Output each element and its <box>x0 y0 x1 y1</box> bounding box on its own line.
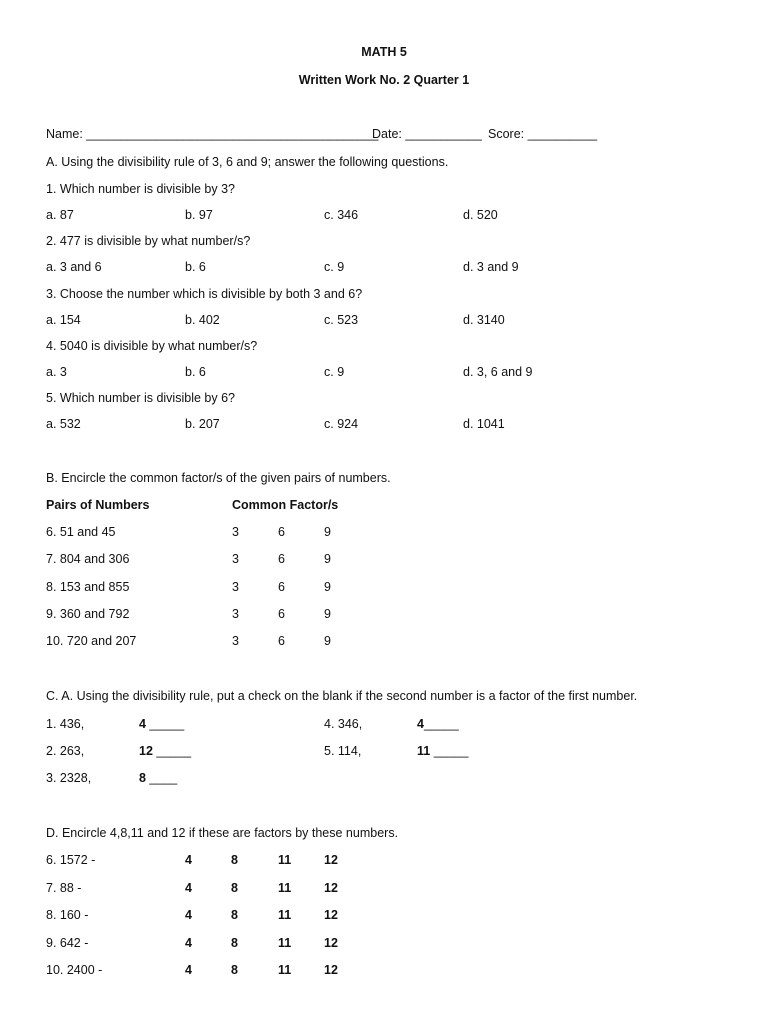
date-field: Date: ___________ <box>372 127 482 141</box>
choice-a: a. 3 and 6 <box>46 260 102 274</box>
factor-option: 8 <box>231 908 238 922</box>
pairs-column-header: Pairs of Numbers <box>46 498 150 512</box>
choice-b: b. 97 <box>185 208 213 222</box>
choice-c: c. 9 <box>324 365 345 379</box>
choice-a: a. 87 <box>46 208 74 222</box>
choice-a: a. 532 <box>46 417 81 431</box>
choice-d: d. 520 <box>463 208 498 222</box>
number-label: 9. 642 - <box>46 936 89 950</box>
number-label: 1. 436, <box>46 717 85 731</box>
factor-option: 3 <box>232 607 239 621</box>
factor-value: 4 <box>417 717 424 731</box>
factor-option: 6 <box>278 607 285 621</box>
choice-a: a. 3 <box>46 365 67 379</box>
section-b-instruction: B. Encircle the common factor/s of the given pairs of numbers. <box>46 471 391 485</box>
answer-blank: _____ <box>145 717 185 731</box>
choice-c: c. 346 <box>324 208 359 222</box>
answer-blank: _____ <box>430 744 469 758</box>
question: 1. Which number is divisible by 3? <box>46 182 235 196</box>
factor-option: 12 <box>324 963 338 977</box>
factor-option: 9 <box>324 607 331 621</box>
factors-column-header: Common Factor/s <box>232 498 339 512</box>
factor-option: 9 <box>324 580 331 594</box>
factor-option: 6 <box>278 580 285 594</box>
section-a-instruction: A. Using the divisibility rule of 3, 6 and 9; answer the following questions. <box>46 155 449 169</box>
choice-d: d. 3 and 9 <box>463 260 519 274</box>
pair-label: 10. 720 and 207 <box>46 634 137 648</box>
factor-option: 11 <box>278 853 292 867</box>
answer-blank: ____ <box>145 771 178 785</box>
number-label: 8. 160 - <box>46 908 89 922</box>
factor-option: 8 <box>231 853 238 867</box>
factor-option: 4 <box>185 881 192 895</box>
choice-c: c. 924 <box>324 417 359 431</box>
question: 5. Which number is divisible by 6? <box>46 391 235 405</box>
worksheet-subtitle: Written Work No. 2 Quarter 1 <box>298 73 470 87</box>
factor-option: 12 <box>324 853 338 867</box>
number-label: 5. 114, <box>324 744 362 758</box>
factor-option: 4 <box>185 936 192 950</box>
factor-option: 3 <box>232 634 239 648</box>
pair-label: 9. 360 and 792 <box>46 607 130 621</box>
choice-a: a. 154 <box>46 313 81 327</box>
name-field: Name: __________________________________________ <box>46 127 379 141</box>
question: 3. Choose the number which is divisible by both 3 and 6? <box>46 287 363 301</box>
factor-option: 3 <box>232 580 239 594</box>
choice-c: c. 523 <box>324 313 359 327</box>
factor-option: 6 <box>278 525 285 539</box>
factor-option: 9 <box>324 552 331 566</box>
section-d-instruction: D. Encircle 4,8,11 and 12 if these are factors by these numbers. <box>46 826 399 840</box>
choice-b: b. 6 <box>185 365 206 379</box>
pair-label: 8. 153 and 855 <box>46 580 130 594</box>
choice-c: c. 9 <box>324 260 345 274</box>
score-field: Score: __________ <box>488 127 598 141</box>
factor-value: 4 <box>139 717 146 731</box>
answer-blank: _____ <box>423 717 459 731</box>
number-label: 10. 2400 - <box>46 963 103 977</box>
factor-blank <box>139 770 177 786</box>
factor-value: 8 <box>139 771 146 785</box>
factor-value: 11 <box>417 744 431 758</box>
factor-option: 6 <box>278 634 285 648</box>
worksheet-title: MATH 5 <box>361 45 407 59</box>
factor-option: 9 <box>324 634 331 648</box>
number-label: 3. 2328, <box>46 771 92 785</box>
factor-blank <box>139 716 184 732</box>
factor-option: 4 <box>185 908 192 922</box>
number-label: 6. 1572 - <box>46 853 96 867</box>
factor-option: 3 <box>232 552 239 566</box>
factor-option: 12 <box>324 881 338 895</box>
factor-blank <box>417 716 459 732</box>
choice-d: d. 3140 <box>463 313 505 327</box>
factor-option: 8 <box>231 963 238 977</box>
pair-label: 7. 804 and 306 <box>46 552 130 566</box>
question: 2. 477 is divisible by what number/s? <box>46 234 251 248</box>
number-label: 4. 346, <box>324 717 363 731</box>
factor-option: 12 <box>324 908 338 922</box>
question: 4. 5040 is divisible by what number/s? <box>46 339 258 353</box>
factor-option: 12 <box>324 936 338 950</box>
factor-option: 11 <box>278 963 292 977</box>
factor-option: 8 <box>231 936 238 950</box>
answer-blank: _____ <box>152 744 192 758</box>
factor-option: 8 <box>231 881 238 895</box>
number-label: 2. 263, <box>46 744 85 758</box>
factor-option: 11 <box>278 908 292 922</box>
choice-b: b. 6 <box>185 260 206 274</box>
number-label: 7. 88 - <box>46 881 82 895</box>
factor-blank <box>139 743 191 759</box>
factor-value: 12 <box>139 744 153 758</box>
choice-d: d. 1041 <box>463 417 505 431</box>
factor-option: 6 <box>278 552 285 566</box>
factor-option: 4 <box>185 853 192 867</box>
section-c-instruction: C. A. Using the divisibility rule, put a check on the blank if the second number is a factor of the first number. <box>46 689 638 703</box>
factor-option: 11 <box>278 936 292 950</box>
factor-blank <box>417 743 468 759</box>
factor-option: 3 <box>232 525 239 539</box>
choice-b: b. 402 <box>185 313 220 327</box>
factor-option: 11 <box>278 881 292 895</box>
choice-b: b. 207 <box>185 417 220 431</box>
pair-label: 6. 51 and 45 <box>46 525 116 539</box>
factor-option: 9 <box>324 525 331 539</box>
factor-option: 4 <box>185 963 192 977</box>
choice-d: d. 3, 6 and 9 <box>463 365 533 379</box>
